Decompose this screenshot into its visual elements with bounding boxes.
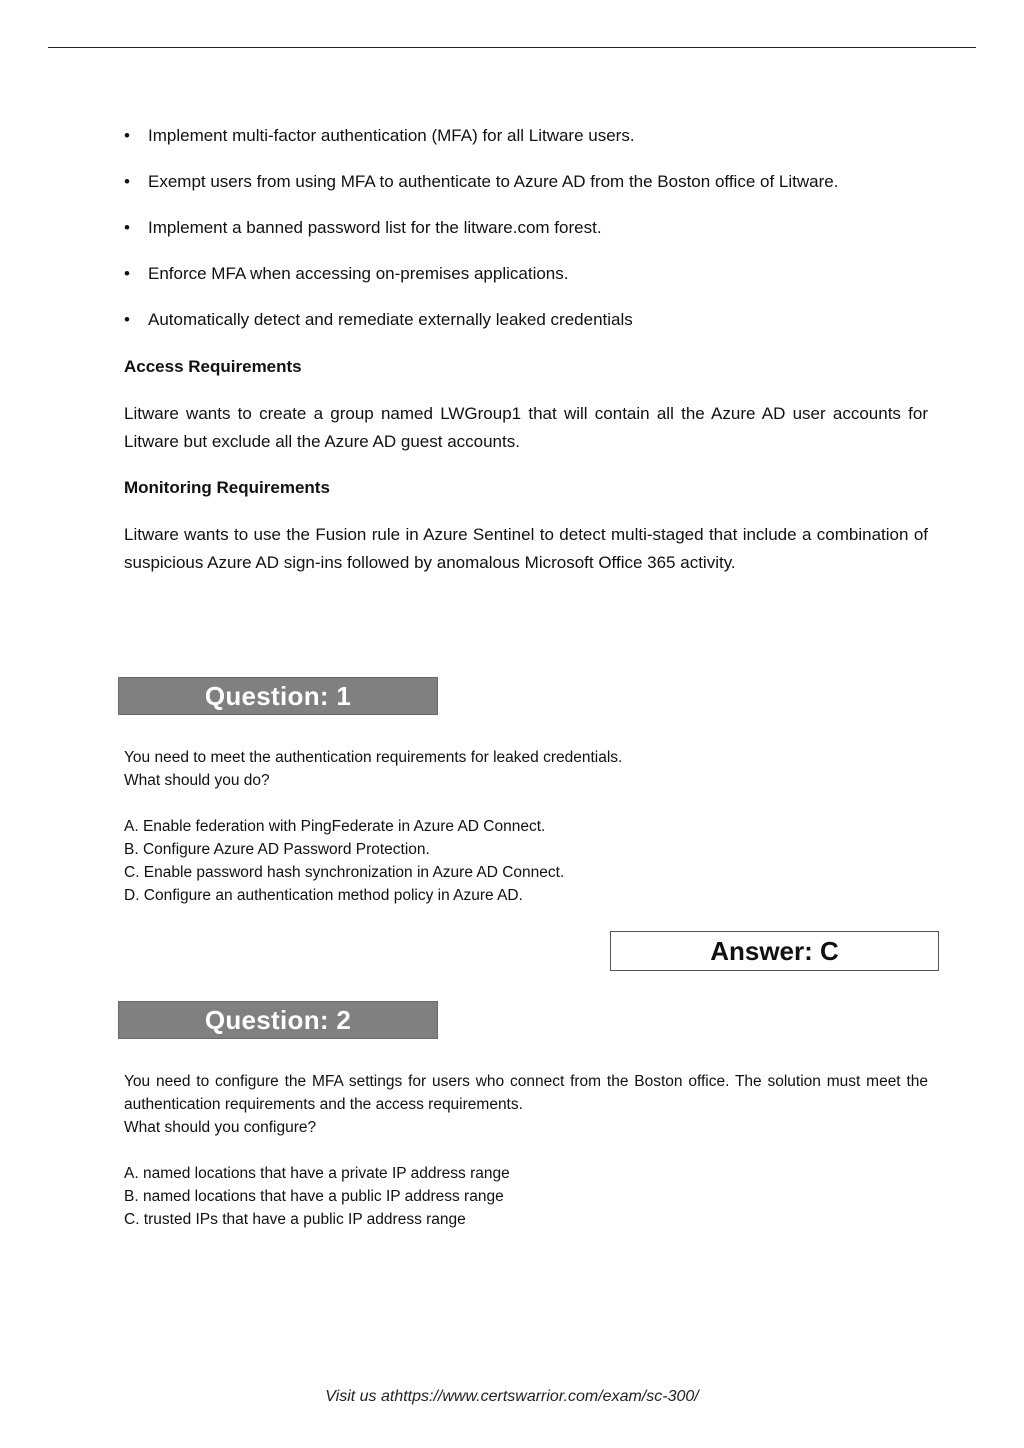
question-1-stem: You need to meet the authentication requirements for leaked credentials. [124, 749, 623, 766]
option-a: A. named locations that have a private IP address range [124, 1165, 510, 1182]
option-c: C. Enable password hash synchronization in Azure AD Connect. [124, 864, 565, 881]
question-1-prompt: What should you do? [124, 772, 270, 789]
access-requirements-text: Litware wants to create a group named LWGroup1 that will contain all the Azure AD user accounts for Litware but exclude all the Azure AD guest accounts. [124, 404, 928, 451]
monitoring-requirements-heading: Monitoring Requirements [124, 478, 330, 497]
question-2-stem: You need to configure the MFA settings for users who connect from the Boston office. The solution must meet the authentication requirements and the access requirements. [124, 1073, 928, 1113]
option-c: C. trusted IPs that have a public IP address range [124, 1211, 466, 1228]
header-rule [48, 47, 976, 48]
question-2-label: Question: 2 [204, 1004, 352, 1035]
question-1-answer-box [610, 931, 939, 971]
question-2-options [124, 1162, 510, 1231]
option-b: B. Configure Azure AD Password Protection. [124, 841, 430, 858]
bullet-icon: • [124, 264, 130, 283]
question-1-label: Question: 1 [204, 680, 352, 711]
question-2-header [118, 1001, 438, 1039]
monitoring-requirements-text: Litware wants to use the Fusion rule in Azure Sentinel to detect multi-staged that include a combination of suspicious Azure AD sign-ins followed by anomalous Microsoft Office 365 activity. [124, 525, 928, 572]
list-item: • Implement a banned password list for the litware.com forest. [124, 214, 934, 242]
bullet-icon: • [124, 310, 130, 329]
question-1-options [124, 815, 564, 907]
question-1-answer: Answer: C [710, 935, 839, 966]
bullet-icon: • [124, 172, 130, 191]
list-item: • Exempt users from using MFA to authenticate to Azure AD from the Boston office of Litware. [124, 168, 934, 196]
question-1-header [118, 677, 438, 715]
requirements-list [124, 122, 934, 352]
question-2-prompt: What should you configure? [124, 1119, 317, 1136]
option-d: D. Configure an authentication method policy in Azure AD. [124, 887, 523, 904]
bullet-icon: • [124, 218, 130, 237]
option-b: B. named locations that have a public IP address range [124, 1188, 504, 1205]
option-a: A. Enable federation with PingFederate in Azure AD Connect. [124, 818, 546, 835]
bullet-icon: • [124, 126, 130, 145]
access-requirements-heading: Access Requirements [124, 357, 302, 376]
footer-link-text: Visit us athttps://www.certswarrior.com/exam/sc-300/ [325, 1388, 699, 1405]
list-item: • Implement multi-factor authentication (MFA) for all Litware users. [124, 122, 934, 150]
list-item: • Automatically detect and remediate externally leaked credentials [124, 306, 934, 334]
list-item: • Enforce MFA when accessing on-premises applications. [124, 260, 934, 288]
